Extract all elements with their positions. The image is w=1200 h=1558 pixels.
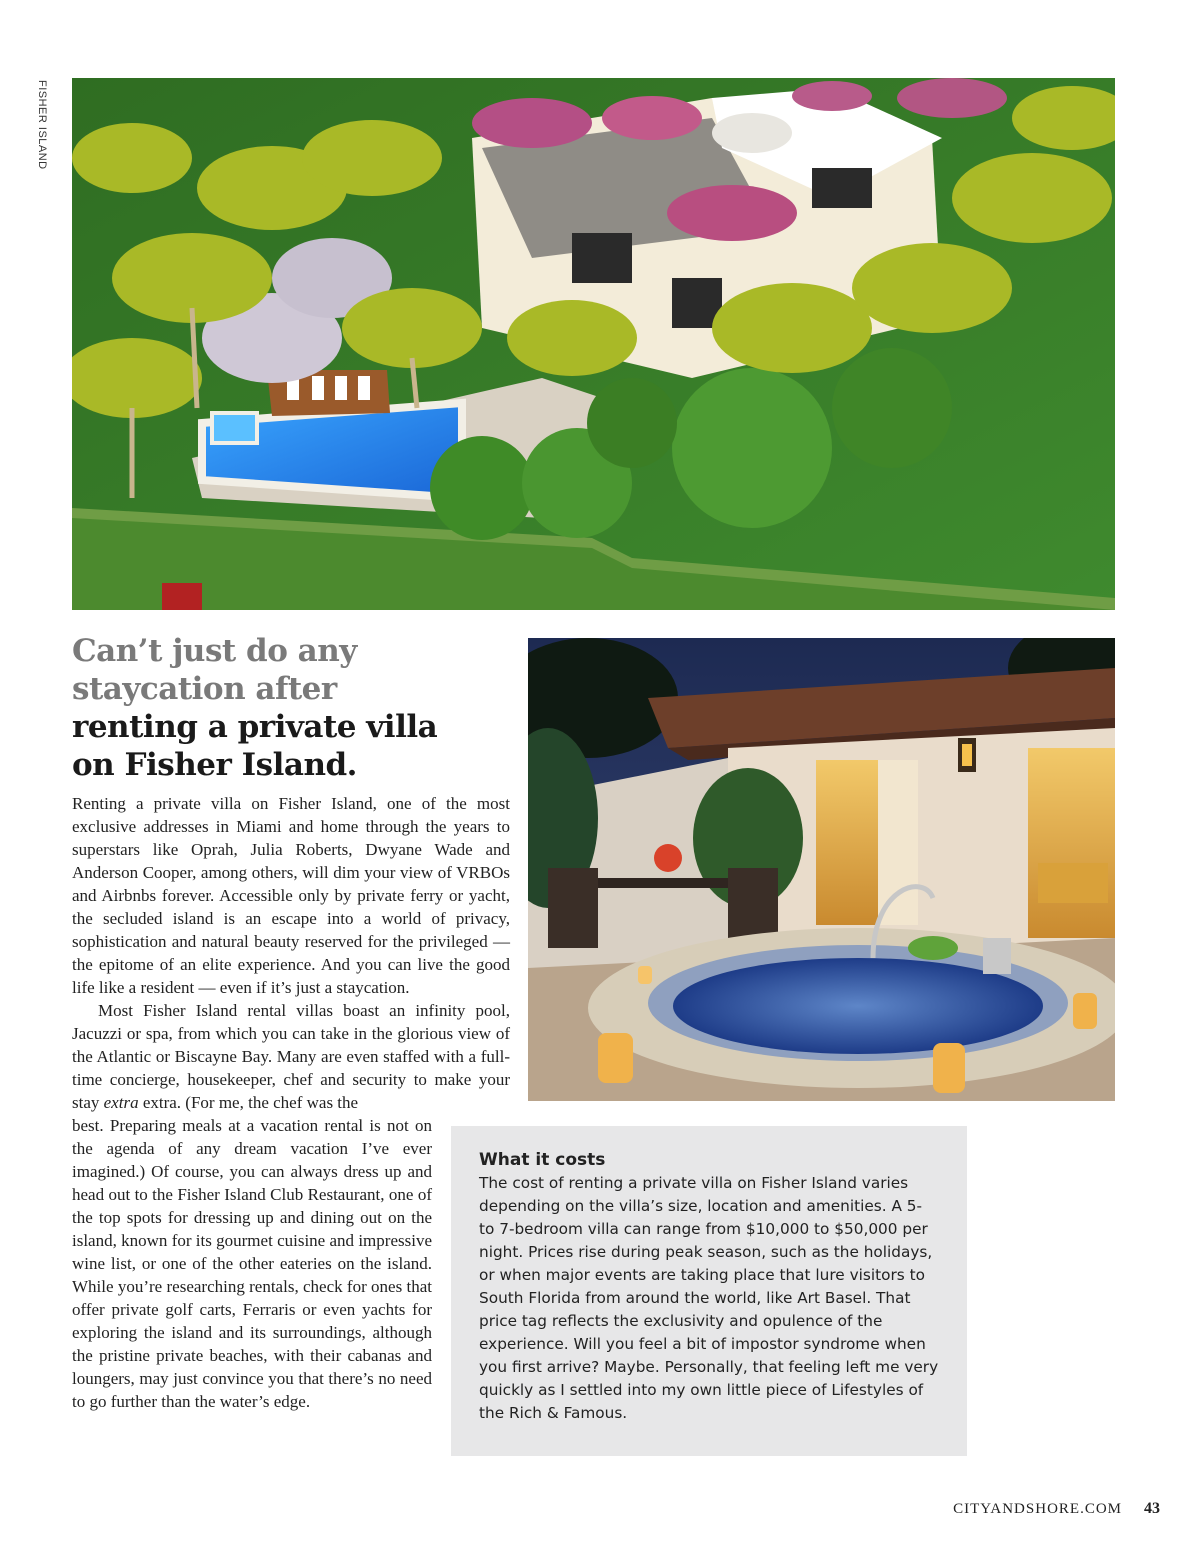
sidebar-text: The cost of renting a private villa on Fisher Island varies depending on the villa’s size, location and amenities. A 5- to 7-bedroom villa can range from $10,000 to $50,000 per night. Prices rise during peak season, such as the holidays, or when major events are taking place that lure visitors to South Florida from around the world, like Art Basel. That price tag reflects the exclusivity and opulence of the experience. Will you feel a bit of impostor syndrome when you first arrive? Maybe. Personally, that feeling left me very quickly as I settled into my own little piece of Lifestyles of the Rich & Famous. bbox=[479, 1174, 939, 1422]
body-paragraph-2-text: Most Fisher Island rental villas boast an infinity pool, Jacuzzi or spa, from which you can take in the glorious view of the Atlantic or Biscayne Bay. Many are even staffed with a full-time concierge, housekeeper, chef and security to make your stay bbox=[72, 1001, 510, 1112]
sidebar-title: What it costs bbox=[479, 1150, 606, 1170]
headline-line-2: staycation after bbox=[72, 671, 337, 707]
headline-line-1: Can’t just do any bbox=[72, 633, 357, 669]
night-hot-tub-photo bbox=[528, 638, 1115, 1101]
page-footer bbox=[953, 1500, 1160, 1518]
what-it-costs-sidebar bbox=[451, 1126, 967, 1456]
body-paragraph-1: Renting a private villa on Fisher Island, one of the most exclusive addresses in Miami and home through the years to superstars like Oprah, Julia Roberts, Dwyane Wade and Anderson Cooper, among others, will dim your view of VRBOs and Airbnbs forever. Accessible only by private ferry or yacht, the secluded island is an escape into a world of privacy, sophistication and natural beauty reserved for the privileged — the epitome of an elite experience. And you can live the good life like a resident — even if it’s just a staycation. bbox=[72, 794, 510, 997]
article-headline bbox=[72, 632, 512, 784]
headline-line-4: on Fisher Island. bbox=[72, 747, 357, 783]
footer-site: CITYANDSHORE.COM bbox=[953, 1501, 1122, 1517]
body-paragraph-2-text-end: extra. (For me, the chef was the bbox=[138, 1093, 359, 1112]
body-paragraph-2 bbox=[72, 999, 510, 1114]
body-paragraph-2-continued: best. Preparing meals at a vacation rental is not on the agenda of any dream vacation I’ve ever imagined.) Of course, you can always dress up and head out to the Fisher Island Club Restaurant, one of the top spots for dressing up and dining out on the island, known for its gourmet cuisine and impressive wine list, or one of the other eateries on the island. While you’re researching rentals, check for ones that offer private golf carts, Ferraris or even yachts for exploring the island and its surroundings, although the pristine private beaches, with their cabanas and loungers, may just convince you that there’s no need to go further than the water’s edge. bbox=[72, 1116, 432, 1411]
headline-line-3: renting a private villa bbox=[72, 709, 438, 745]
body-paragraph-2-emphasis: extra bbox=[103, 1093, 139, 1112]
page-number: 43 bbox=[1144, 1500, 1160, 1517]
section-label bbox=[20, 80, 60, 280]
section-label-text: FISHER ISLAND bbox=[36, 80, 48, 170]
aerial-villa-photo bbox=[72, 78, 1115, 610]
article-body bbox=[72, 792, 510, 1413]
